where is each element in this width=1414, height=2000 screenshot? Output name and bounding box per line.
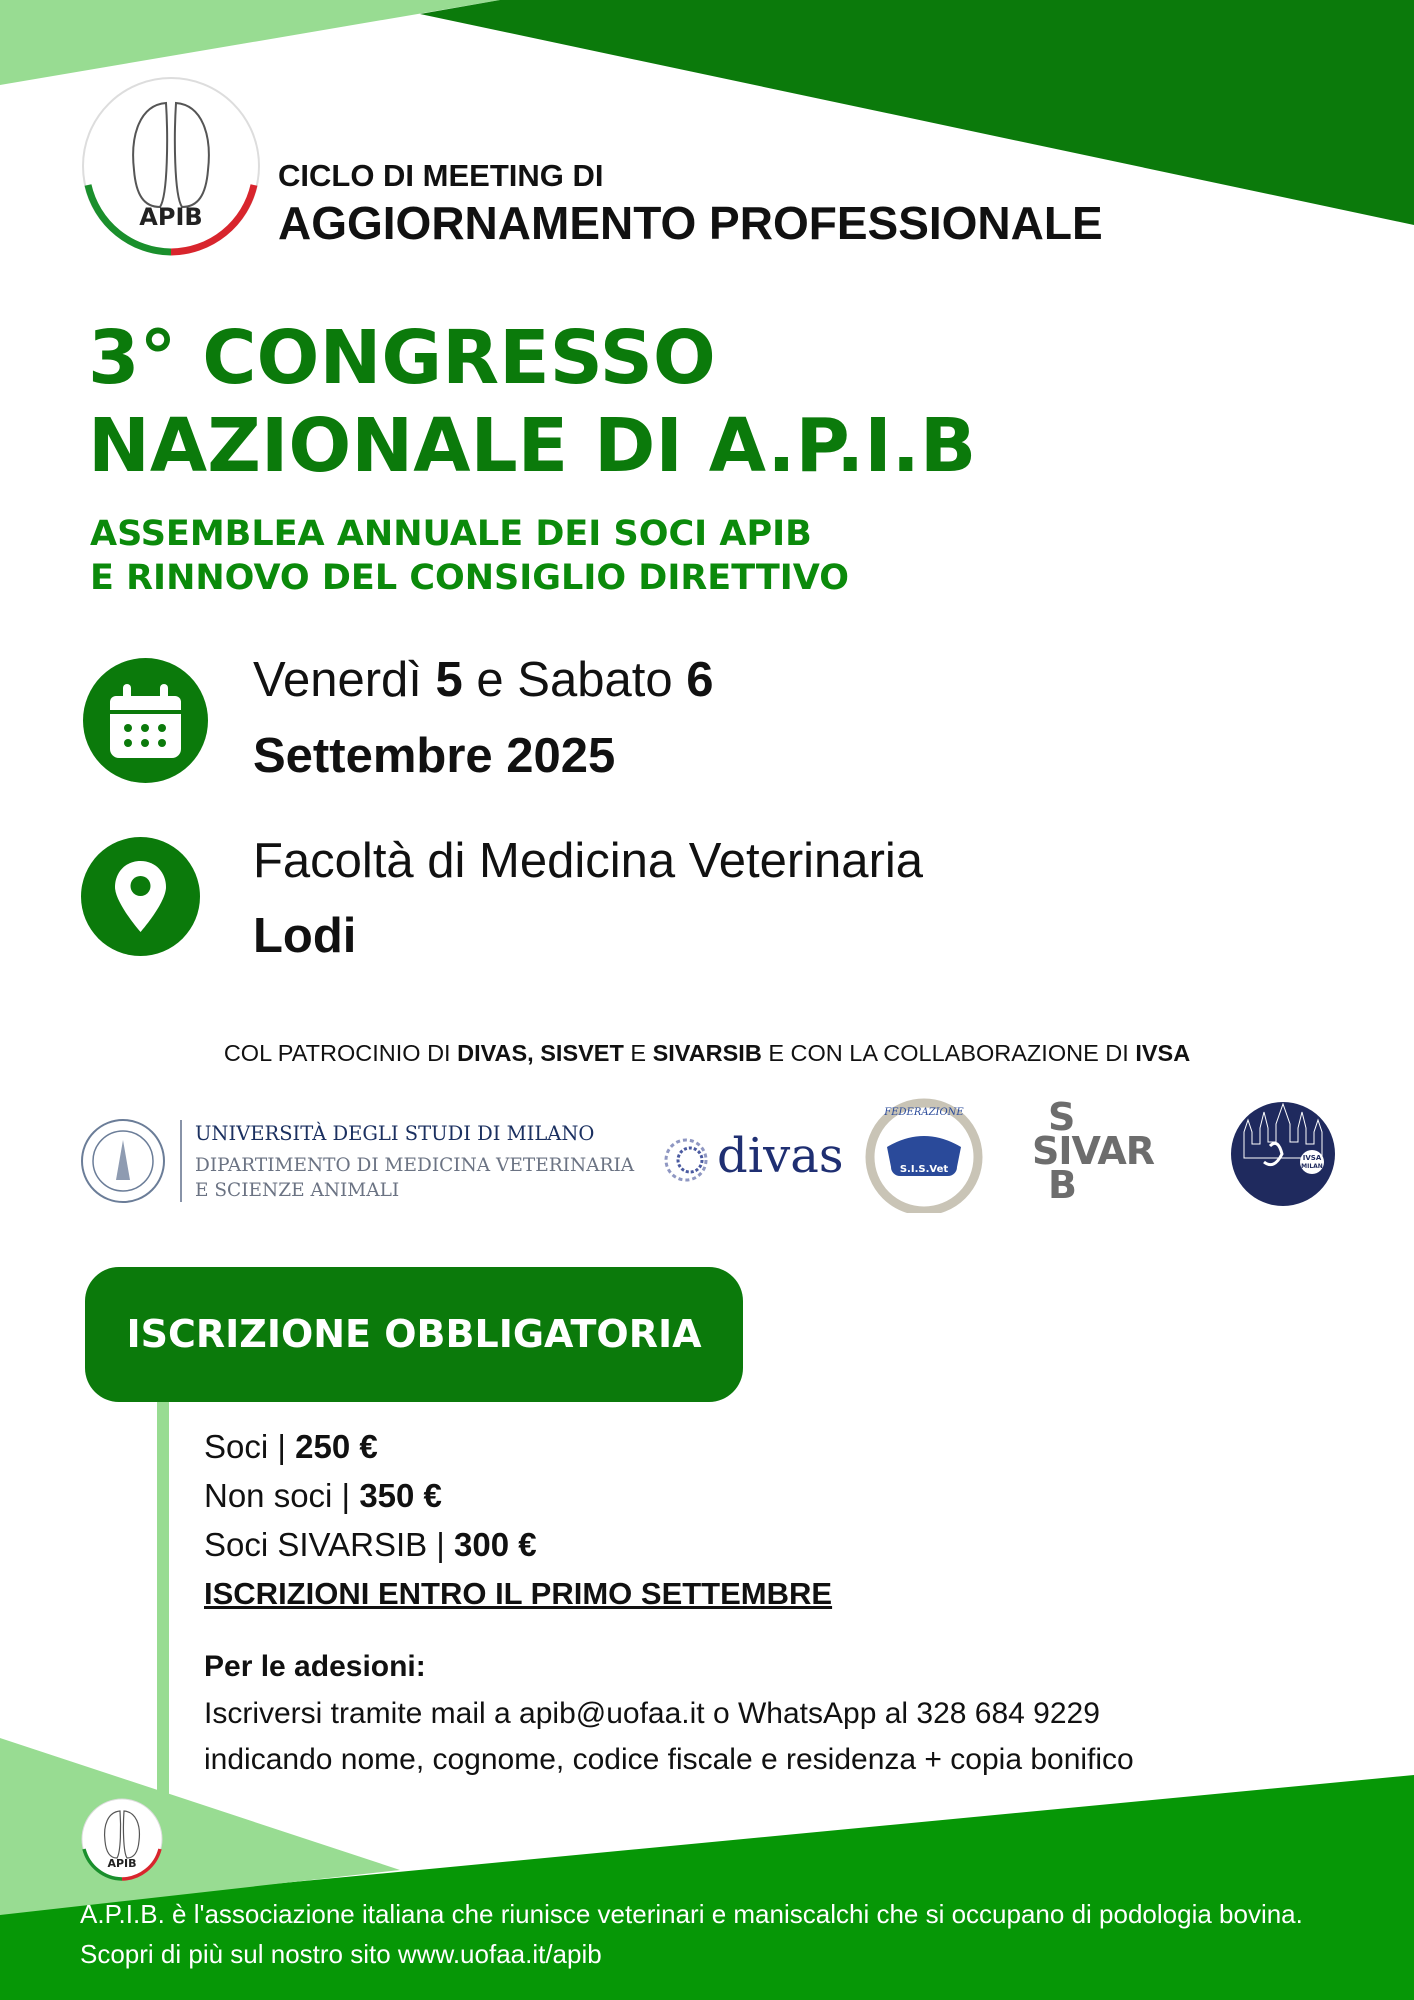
price-soci-sivarsib: Soci SIVARSIB | 300 €	[204, 1526, 537, 1563]
congress-subtitle-line2: E RINNOVO DEL CONSIGLIO DIRETTIVO	[90, 558, 850, 598]
venue-name: Facoltà di Medicina Veterinaria	[253, 834, 924, 888]
footer-description: A.P.I.B. è l'associazione italiana che riunisce veterinari e maniscalchi che si occupano di podologia bovina. Scopri di più sul nostro sito www.uofaa.it/apib	[80, 1899, 1303, 1969]
unimi-department-line1: DIPARTIMENTO DI MEDICINA VETERINARIA	[195, 1155, 635, 1176]
patronage-line: COL PATROCINIO DI DIVAS, SISVET E SIVARSIB E CON LA COLLABORAZIONE DI IVSA	[223, 1040, 1191, 1066]
registration-title: ISCRIZIONE OBBLIGATORIA	[126, 1312, 702, 1356]
ivsa-milan-logo	[1230, 1098, 1336, 1206]
adhesion-instructions-line1: Iscriversi tramite mail a apib@uofaa.it o WhatsApp al 328 684 9229	[204, 1697, 1100, 1730]
apib-logo	[80, 75, 262, 257]
svg-text:APIB: APIB	[139, 203, 203, 231]
event-month-year: Settembre 2025	[253, 729, 616, 783]
footer-apib-logo	[80, 1797, 164, 1881]
calendar-icon	[83, 658, 208, 783]
adhesion-instructions-line2: indicando nome, cognome, codice fiscale e residenza + copia bonifico	[204, 1743, 1134, 1776]
svg-text:S.I.S.Vet: S.I.S.Vet	[899, 1164, 949, 1175]
svg-text:IVSA: IVSA	[1302, 1154, 1322, 1162]
sivarsib-letter-b: B	[1048, 1163, 1077, 1207]
unimi-name: UNIVERSITÀ DEGLI STUDI DI MILANO	[195, 1122, 595, 1145]
svg-text:MILAN: MILAN	[1301, 1163, 1323, 1170]
congress-title	[88, 314, 976, 490]
congress-subtitle	[90, 512, 849, 600]
series-title: AGGIORNAMENTO PROFESSIONALE	[278, 197, 1103, 249]
price-soci: Soci | 250 €	[204, 1428, 378, 1465]
divas-logo-text: divas	[717, 1128, 844, 1184]
registration-accent-bar	[157, 1402, 169, 1794]
congress-title-line2: NAZIONALE DI A.P.I.B	[88, 403, 977, 489]
sivarsib-letter-s: S	[1048, 1095, 1076, 1139]
sivarsib-logo	[1032, 1095, 1162, 1208]
unimi-seal-icon	[80, 1118, 166, 1204]
top-left-light-triangle	[0, 0, 500, 85]
registration-deadline: ISCRIZIONI ENTRO IL PRIMO SETTEMBRE	[204, 1576, 833, 1611]
map-pin-icon	[81, 837, 200, 956]
sisvet-logo	[865, 1095, 983, 1213]
price-non-soci: Non soci | 350 €	[204, 1477, 442, 1514]
event-days: Venerdì 5 e Sabato 6	[253, 653, 714, 707]
adhesion-title: Per le adesioni:	[204, 1650, 426, 1683]
svg-text:FEDERAZIONE: FEDERAZIONE	[884, 1107, 964, 1118]
venue-city: Lodi	[253, 909, 357, 963]
congress-title-line1: 3° CONGRESSO	[88, 315, 716, 401]
unimi-divider	[180, 1120, 182, 1202]
sivarsib-word: SIVAR	[1032, 1129, 1155, 1173]
congress-subtitle-line1: ASSEMBLEA ANNUALE DEI SOCI APIB	[90, 514, 812, 554]
svg-text:APIB: APIB	[107, 1857, 137, 1870]
divas-swirl-icon	[660, 1136, 708, 1184]
unimi-department-line2: E SCIENZE ANIMALI	[195, 1180, 400, 1201]
series-label: CICLO DI MEETING DI	[278, 158, 604, 193]
